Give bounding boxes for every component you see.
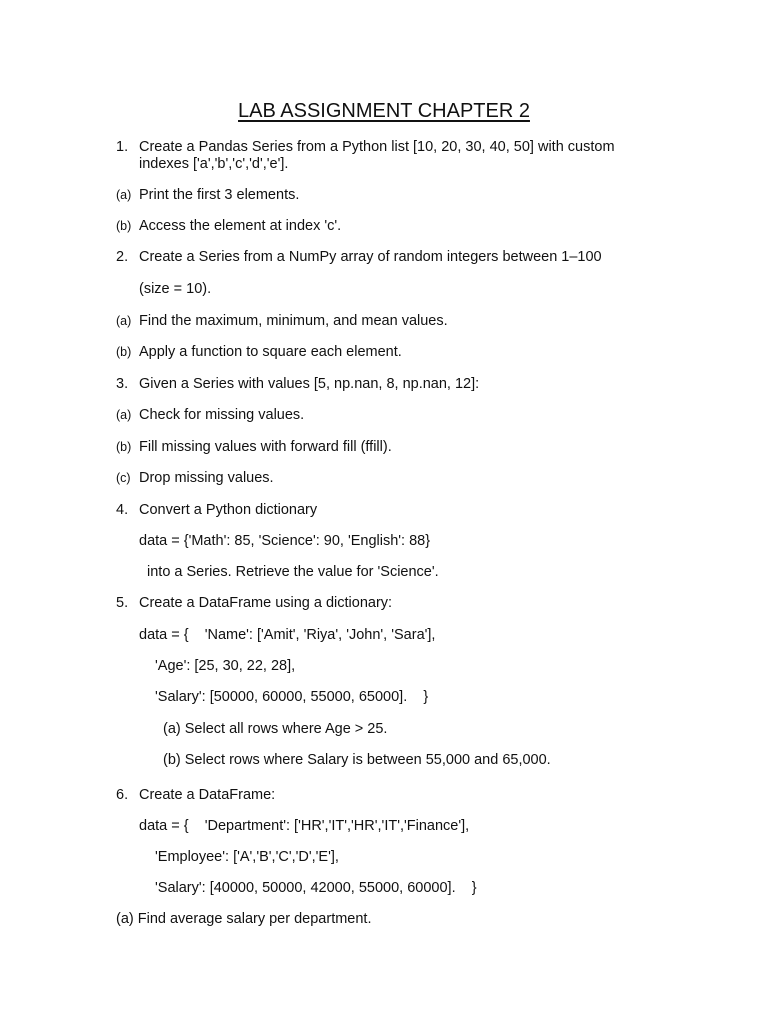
question-1b-text: Access the element at index 'c'.: [139, 218, 342, 234]
question-6-code-line-2: 'Employee': ['A','B','C','D','E'],: [155, 849, 339, 865]
question-2-text: Create a Series from a NumPy array of random integers between 1–100: [139, 249, 602, 265]
question-2b-text: Apply a function to square each element.: [139, 344, 402, 360]
question-6-code-line-1: data = { 'Department': ['HR','IT','HR','IT','Finance'],: [139, 818, 470, 834]
question-5-code-line-2: 'Age': [25, 30, 22, 28],: [155, 658, 296, 674]
question-2a-text: Find the maximum, minimum, and mean values.: [139, 313, 448, 329]
question-3a-text: Check for missing values.: [139, 407, 305, 423]
question-5a-text: (a) Select all rows where Age > 25.: [163, 721, 388, 737]
question-6-number: 6.: [116, 787, 129, 803]
question-1-text-cont: indexes ['a','b','c','d','e'].: [139, 156, 289, 172]
question-2a-label: (a): [116, 314, 132, 328]
question-2b-label: (b): [116, 345, 132, 359]
question-3-number: 3.: [116, 376, 129, 392]
question-3c-label: (c): [116, 471, 131, 485]
question-1a-label: (a): [116, 188, 132, 202]
question-5-text: Create a DataFrame using a dictionary:: [139, 595, 393, 611]
question-4-text: Convert a Python dictionary: [139, 502, 318, 518]
question-3-text: Given a Series with values [5, np.nan, 8, np.nan, 12]:: [139, 376, 480, 392]
question-2-text-cont: (size = 10).: [139, 281, 212, 297]
question-4-text-cont: into a Series. Retrieve the value for 'Science'.: [147, 564, 439, 580]
question-1b-label: (b): [116, 219, 132, 233]
question-5-code-line-1: data = { 'Name': ['Amit', 'Riya', 'John', 'Sara'],: [139, 627, 436, 643]
question-5-code-line-3: 'Salary': [50000, 60000, 55000, 65000]. }: [155, 689, 429, 705]
question-3b-label: (b): [116, 440, 132, 454]
question-1a-text: Print the first 3 elements.: [139, 187, 300, 203]
question-3a-label: (a): [116, 408, 132, 422]
page-title: LAB ASSIGNMENT CHAPTER 2: [238, 100, 530, 122]
question-2-number: 2.: [116, 249, 129, 265]
question-5b-text: (b) Select rows where Salary is between 55,000 and 65,000.: [163, 752, 551, 768]
question-6-text: Create a DataFrame:: [139, 787, 276, 803]
question-3b-text: Fill missing values with forward fill (ffill).: [139, 439, 392, 455]
question-1-text: Create a Pandas Series from a Python list [10, 20, 30, 40, 50] with custom: [139, 139, 615, 155]
question-6a-text: (a) Find average salary per department.: [116, 911, 372, 927]
question-6-code-line-3: 'Salary': [40000, 50000, 42000, 55000, 60000]. }: [155, 880, 477, 896]
question-5-number: 5.: [116, 595, 129, 611]
question-1-number: 1.: [116, 139, 129, 155]
question-3c-text: Drop missing values.: [139, 470, 274, 486]
question-4-number: 4.: [116, 502, 129, 518]
question-4-code: data = {'Math': 85, 'Science': 90, 'English': 88}: [139, 533, 431, 549]
